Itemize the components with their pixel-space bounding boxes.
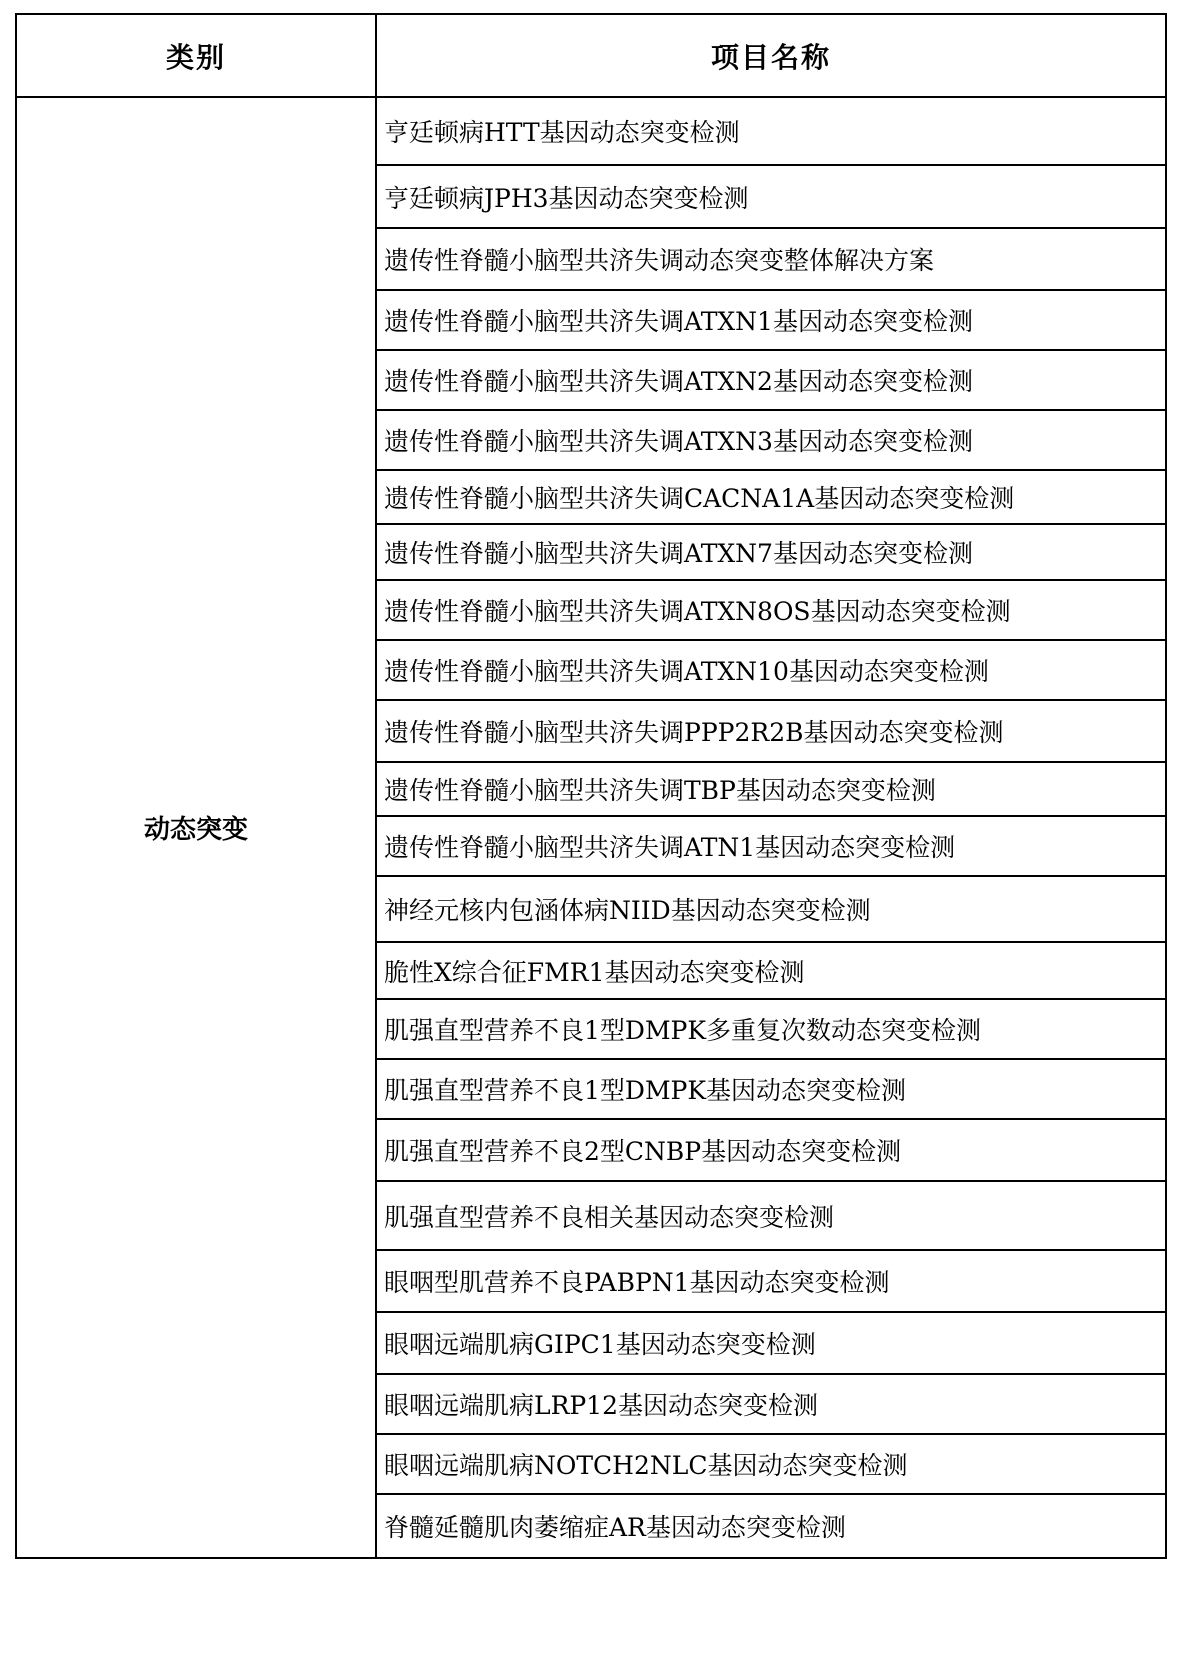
item-name-cell: 亨廷顿病JPH3基因动态突变检测 [376,165,1166,228]
item-name-cell: 肌强直型营养不良1型DMPK多重复次数动态突变检测 [376,999,1166,1059]
item-name-cell: 遗传性脊髓小脑型共济失调CACNA1A基因动态突变检测 [376,470,1166,524]
item-name-cell: 遗传性脊髓小脑型共济失调动态突变整体解决方案 [376,228,1166,290]
item-name-cell: 遗传性脊髓小脑型共济失调TBP基因动态突变检测 [376,762,1166,816]
item-name-cell: 眼咽远端肌病NOTCH2NLC基因动态突变检测 [376,1434,1166,1494]
item-name-cell: 遗传性脊髓小脑型共济失调ATXN7基因动态突变检测 [376,524,1166,580]
header-row [16,14,1166,97]
category-cell: 动态突变 [16,97,376,1558]
item-name-cell: 遗传性脊髓小脑型共济失调ATXN10基因动态突变检测 [376,640,1166,700]
table-body [16,97,1166,1558]
item-name-cell: 遗传性脊髓小脑型共济失调ATXN2基因动态突变检测 [376,350,1166,410]
item-name-cell: 遗传性脊髓小脑型共济失调PPP2R2B基因动态突变检测 [376,700,1166,762]
item-name-cell: 眼咽远端肌病LRP12基因动态突变检测 [376,1374,1166,1434]
header-item-name: 项目名称 [376,14,1166,97]
item-name-cell: 遗传性脊髓小脑型共济失调ATXN1基因动态突变检测 [376,290,1166,350]
item-name-cell: 肌强直型营养不良2型CNBP基因动态突变检测 [376,1119,1166,1181]
item-name-cell: 亨廷顿病HTT基因动态突变检测 [376,97,1166,165]
item-name-cell: 遗传性脊髓小脑型共济失调ATXN8OS基因动态突变检测 [376,580,1166,640]
item-name-cell: 脊髓延髓肌肉萎缩症AR基因动态突变检测 [376,1494,1166,1558]
item-name-cell: 眼咽型肌营养不良PABPN1基因动态突变检测 [376,1250,1166,1312]
test-items-table [15,13,1167,1559]
item-name-cell: 遗传性脊髓小脑型共济失调ATN1基因动态突变检测 [376,816,1166,876]
item-name-cell: 眼咽远端肌病GIPC1基因动态突变检测 [376,1312,1166,1374]
table-row [16,97,1166,165]
header-category: 类别 [16,14,376,97]
item-name-cell: 神经元核内包涵体病NIID基因动态突变检测 [376,876,1166,942]
item-name-cell: 肌强直型营养不良1型DMPK基因动态突变检测 [376,1059,1166,1119]
item-name-cell: 肌强直型营养不良相关基因动态突变检测 [376,1181,1166,1250]
item-name-cell: 遗传性脊髓小脑型共济失调ATXN3基因动态突变检测 [376,410,1166,470]
item-name-cell: 脆性X综合征FMR1基因动态突变检测 [376,942,1166,999]
